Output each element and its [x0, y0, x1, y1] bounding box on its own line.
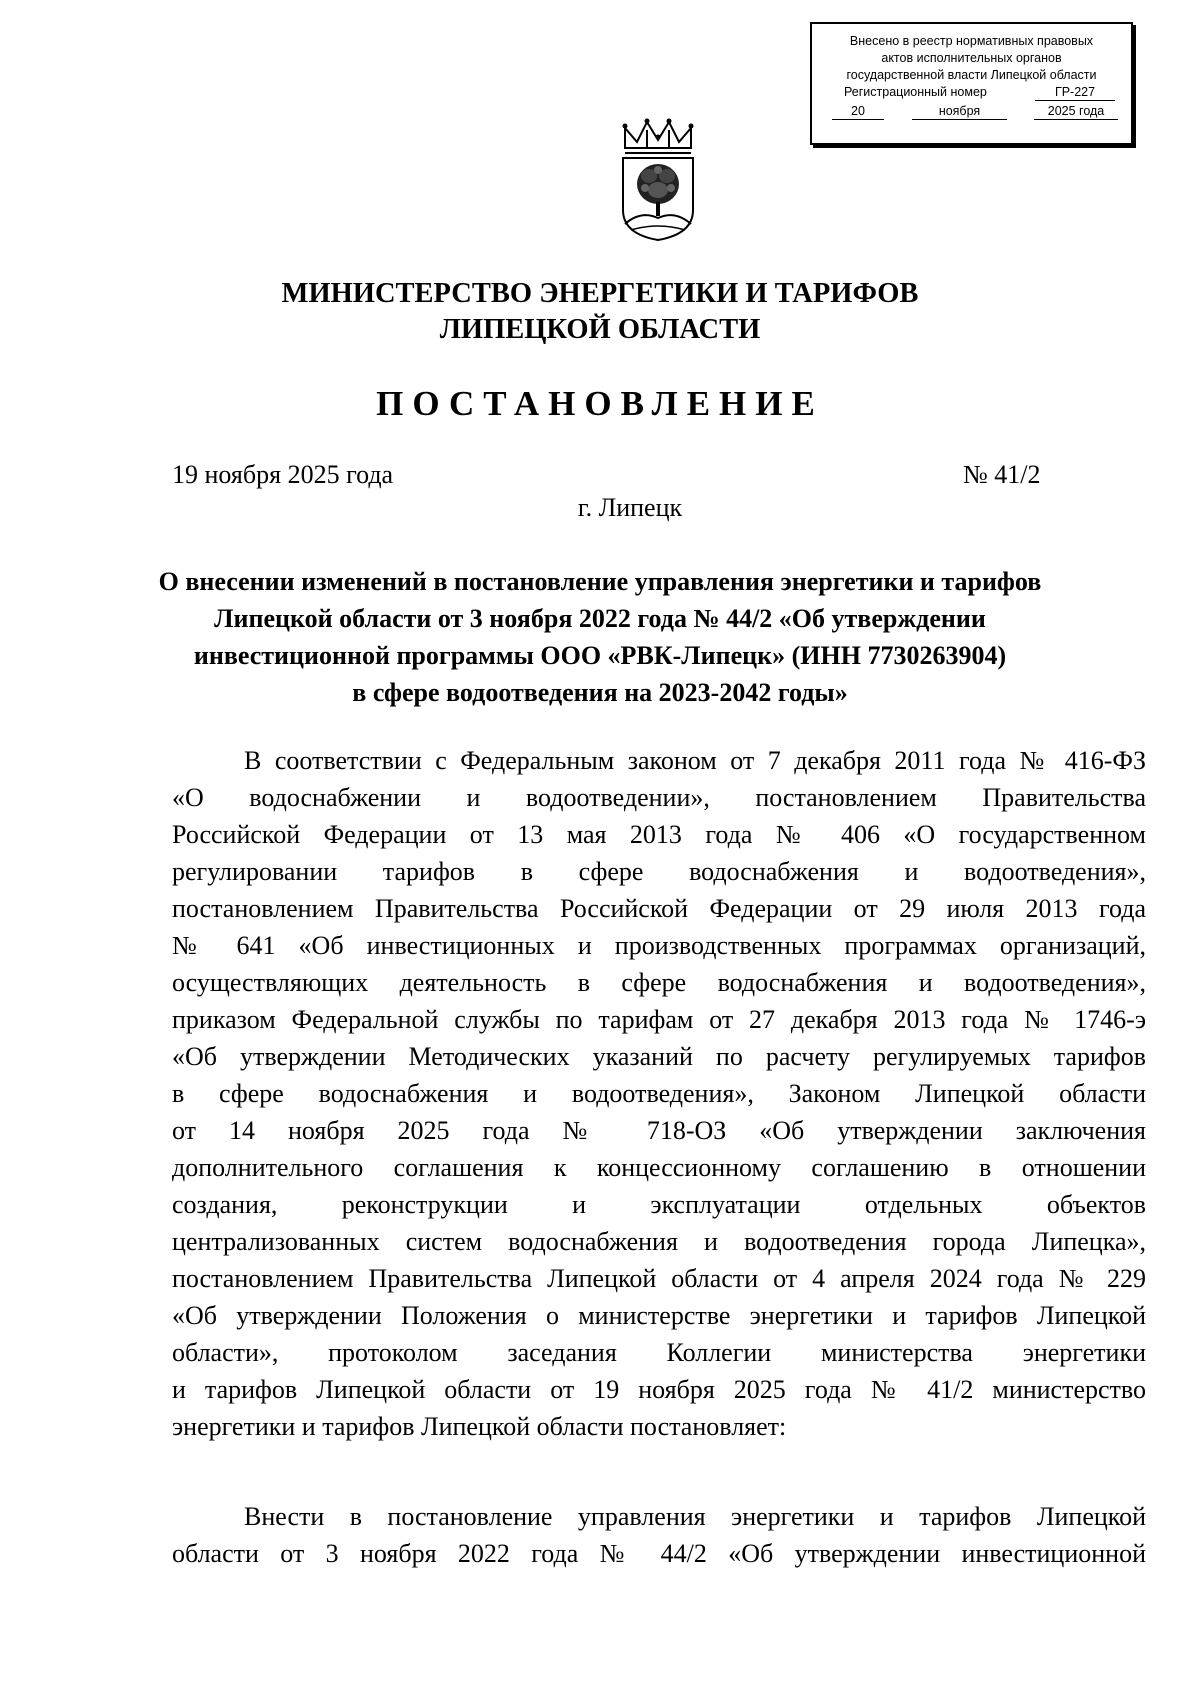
document-date: 19 ноября 2025 года — [172, 460, 394, 489]
paragraph-line: В соответствии с Федеральным законом от 7 декабря 2011 года № 416-ФЗ — [244, 746, 1146, 775]
subject-line: в сфере водоотведения на 2023-2042 годы» — [352, 678, 848, 707]
stamp-day: 20 — [832, 103, 884, 120]
preamble-paragraph — [172, 742, 1146, 1445]
paragraph-line: и тарифов Липецкой области от 19 ноября 2025 года № 41/2 министерство — [172, 1375, 1146, 1404]
stamp-year: 2025 года — [1034, 103, 1118, 120]
paragraph-line: централизованных систем водоснабжения и водоотведения города Липецка», — [172, 1227, 1146, 1256]
stamp-line: актов исполнительных органов — [881, 51, 1062, 65]
subject-line: Липецкой области от 3 ноября 2022 года № 44/2 «Об утверждении — [214, 604, 986, 633]
subject-line: О внесении изменений в постановление управления энергетики и тарифов — [158, 567, 1042, 596]
paragraph-line: энергетики и тарифов Липецкой области постановляет: — [172, 1412, 787, 1441]
stamp-registration-label: Регистрационный номер — [844, 85, 987, 99]
paragraph-line: Российской Федерации от 13 мая 2013 года № 406 «О государственном — [172, 820, 1146, 849]
resolution-paragraph — [172, 1498, 1146, 1572]
paragraph-line: области от 3 ноября 2022 года № 44/2 «Об утверждении инвестиционной — [172, 1539, 1146, 1568]
paragraph-line: области», протоколом заседания Коллегии министерства энергетики — [172, 1338, 1146, 1367]
registry-stamp — [810, 22, 1133, 145]
lipetsk-coat-of-arms-icon — [617, 118, 699, 242]
ministry-name-line-1: МИНИСТЕРСТВО ЭНЕРГЕТИКИ И ТАРИФОВ — [281, 278, 919, 309]
document-type: ПОСТАНОВЛЕНИЕ — [376, 384, 824, 423]
paragraph-line: постановлением Правительства Российской Федерации от 29 июля 2013 года — [172, 894, 1146, 923]
stamp-registration-row — [812, 84, 1131, 103]
paragraph-line: № 641 «Об инвестиционных и производственных программах организаций, — [172, 931, 1146, 960]
paragraph-line: «О водоснабжении и водоотведении», постановлением Правительства — [172, 783, 1146, 812]
paragraph-line: «Об утверждении Методических указаний по расчету регулируемых тарифов — [172, 1042, 1146, 1071]
document-city: г. Липецк — [577, 493, 683, 522]
stamp-date-row — [812, 103, 1131, 122]
paragraph-line: приказом Федеральной службы по тарифам от 27 декабря 2013 года № 1746-э — [172, 1005, 1146, 1034]
document-subject — [150, 563, 1050, 711]
paragraph-line: регулировании тарифов в сфере водоснабжения и водоотведения», — [172, 857, 1146, 886]
stamp-month: ноября — [912, 103, 1007, 120]
paragraph-line: в сфере водоснабжения и водоотведения», Законом Липецкой области — [172, 1079, 1146, 1108]
paragraph-line: дополнительного соглашения к концессионному соглашению в отношении — [172, 1153, 1146, 1182]
stamp-line: государственной власти Липецкой области — [846, 68, 1097, 82]
stamp-line: Внесено в реестр нормативных правовых — [849, 34, 1094, 48]
paragraph-line: «Об утверждении Положения о министерстве энергетики и тарифов Липецкой — [172, 1301, 1146, 1330]
document-number: № 41/2 — [963, 460, 1041, 489]
paragraph-line: создания, реконструкции и эксплуатации отдельных объектов — [172, 1190, 1146, 1219]
paragraph-line: постановлением Правительства Липецкой области от 4 апреля 2024 года № 229 — [172, 1264, 1146, 1293]
stamp-registration-number: ГР-227 — [1035, 84, 1115, 101]
subject-line: инвестиционной программы ООО «РВК-Липецк» (ИНН 7730263904) — [193, 641, 1007, 670]
paragraph-line: осуществляющих деятельность в сфере водоснабжения и водоотведения», — [172, 968, 1146, 997]
paragraph-line: от 14 ноября 2025 года № 718-ОЗ «Об утверждении заключения — [172, 1116, 1146, 1145]
ministry-name-line-2: ЛИПЕЦКОЙ ОБЛАСТИ — [439, 314, 761, 345]
paragraph-line: Внести в постановление управления энергетики и тарифов Липецкой — [244, 1502, 1146, 1531]
